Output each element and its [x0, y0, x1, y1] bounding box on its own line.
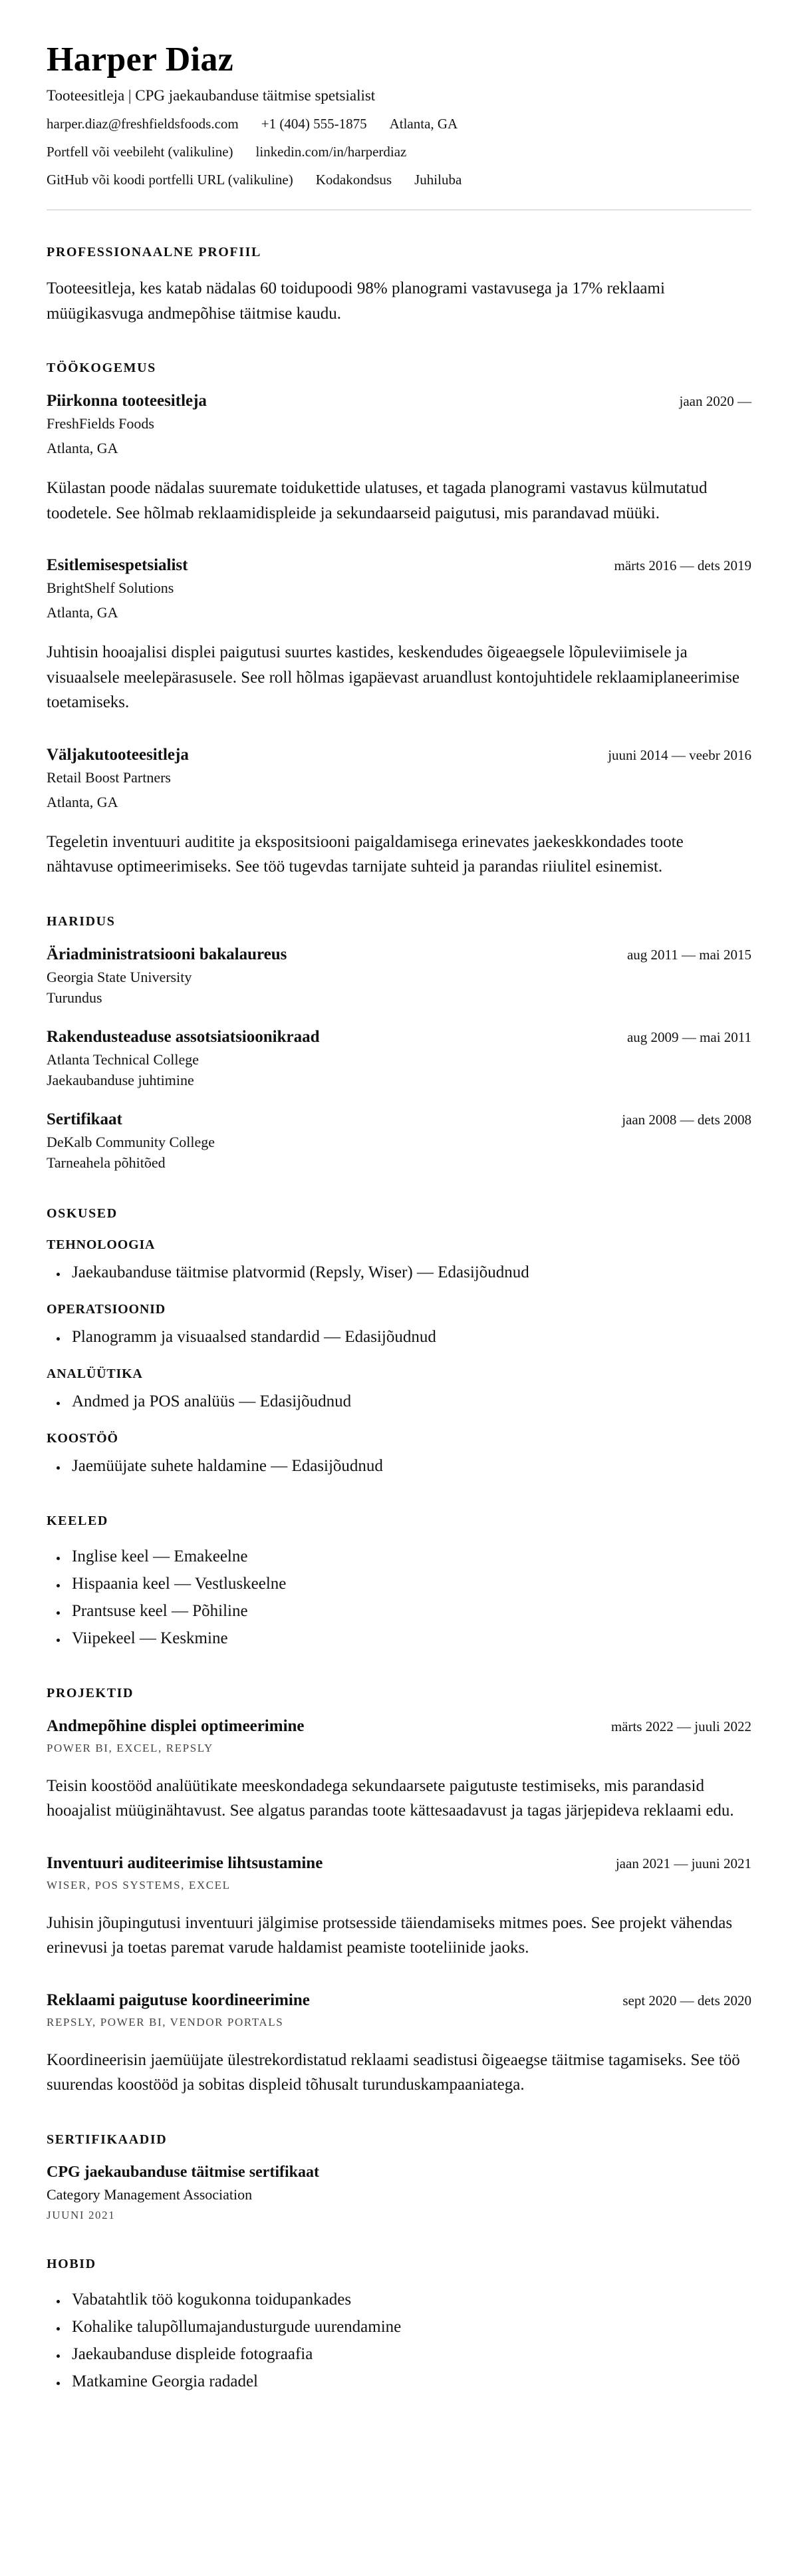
skill-group-title: KOOSTÖÖ	[47, 1431, 118, 1446]
certification-issuer: Category Management Association	[47, 2185, 253, 2203]
certification-name: CPG jaekaubanduse täitmise sertifikaat	[47, 2163, 319, 2181]
education-entry-head	[47, 1028, 751, 1046]
education-entry	[47, 1028, 751, 1089]
degree-title: Äriadministratsiooni bakalaureus	[47, 945, 287, 963]
field-of-study: Jaekaubanduse juhtimine	[47, 1071, 194, 1088]
project-description: Teisin koostööd analüütikate meeskondadega sekundaarsete paigutuste testimiseks, mis parandasid hooajalist müüginähtavust. See algatus parandas toote kättesaadavust ja tagas järjepideva reklaami edu.	[47, 1776, 734, 1820]
headline: Tooteesitleja | CPG jaekaubanduse täitmise spetsialist	[47, 87, 376, 104]
profile-text: Tooteesitleja, kes katab nädalas 60 toidupoodi 98% planogrami vastavusega ja 17% reklaami müügikasvuga andmepõhise täitmise kaudu.	[47, 279, 665, 323]
education-dates: jaan 2008 — dets 2008	[622, 1111, 751, 1128]
section-hobbies	[47, 2257, 751, 2394]
location-text: Atlanta, GA	[389, 116, 458, 132]
hobby-item: • Kohalike talupõllumajandusturgude uurendamine	[68, 2315, 751, 2339]
projects-heading: PROJEKTID	[47, 1685, 134, 1700]
section-certifications	[47, 2132, 751, 2222]
language-item: • Viipekeel — Keskmine	[68, 1627, 751, 1651]
job-title: Väljakutooteesitleja	[47, 745, 189, 764]
project-title: Andmepõhine displei optimeerimine	[47, 1716, 305, 1735]
section-profile	[47, 245, 751, 326]
skills-heading: OSKUSED	[47, 1206, 118, 1221]
education-heading: HARIDUS	[47, 913, 116, 929]
job-dates: jaan 2020 —	[679, 393, 751, 409]
education-entry-head	[47, 1110, 751, 1129]
skill-group	[47, 1367, 751, 1414]
certifications-heading: SERTIFIKAADID	[47, 2132, 168, 2147]
education-entry-head	[47, 945, 751, 964]
project-dates: sept 2020 — dets 2020	[622, 1992, 751, 2009]
project-title: Reklaami paigutuse koordineerimine	[47, 1991, 310, 2009]
language-item: • Prantsuse keel — Põhiline	[68, 1599, 751, 1623]
degree-title: Sertifikaat	[47, 1110, 122, 1128]
degree-title: Rakendusteaduse assotsiatsioonikraad	[47, 1027, 320, 1046]
language-item: • Hispaania keel — Vestluskeelne	[68, 1572, 751, 1596]
project-dates: märts 2022 — juuli 2022	[610, 1718, 751, 1734]
project-tools: POWER BI, EXCEL, REPSLY	[47, 1741, 213, 1754]
project-description: Juhisin jõupingutusi inventuuri jälgimise protsesside täiendamiseks mitmes poes. See projekt vähendas erinevusi ja toetas paremat varude haldamist peamiste tooteliinide jaoks.	[47, 1913, 733, 1957]
skill-group-title: ANALÜÜTIKA	[47, 1367, 143, 1381]
project-description: Koordineerisin jaemüüjate ülestrekordistatud reklaami seadistusi õigeaegse täitmise tagamiseks. See töö suurendas koostööd ja sobitas displeid tõhusalt turunduskampaaniatega.	[47, 2050, 740, 2094]
profile-heading: PROFESSIONAALNE PROFIIL	[47, 245, 261, 259]
skill-group-title: OPERATSIOONID	[47, 1301, 166, 1317]
skill-list	[47, 1261, 751, 1285]
section-projects	[47, 1686, 751, 2098]
skill-item: • Andmed ja POS analüüs — Edasijõudnud	[68, 1390, 751, 1414]
section-education	[47, 914, 751, 1172]
project-tools: REPSLY, POWER BI, VENDOR PORTALS	[47, 2015, 284, 2028]
job-entry-head	[47, 392, 751, 410]
job-location: Atlanta, GA	[47, 604, 118, 621]
resume-header	[47, 40, 751, 188]
school-name: DeKalb Community College	[47, 1133, 215, 1150]
certification-entry	[47, 2164, 751, 2222]
job-company: FreshFields Foods	[47, 415, 154, 432]
contact-row-3	[47, 172, 751, 188]
contact-row-2	[47, 144, 751, 160]
driving-license-text: Juhiluba	[414, 172, 462, 188]
job-location: Atlanta, GA	[47, 440, 118, 456]
field-of-study: Turundus	[47, 989, 102, 1006]
person-name: Harper Diaz	[47, 41, 234, 79]
project-tools: WISER, POS SYSTEMS, EXCEL	[47, 1878, 231, 1891]
language-list	[47, 1545, 751, 1651]
education-entry	[47, 945, 751, 1007]
hobby-list	[47, 2288, 751, 2394]
section-languages	[47, 1514, 751, 1651]
contact-row-1	[47, 116, 751, 132]
job-company: Retail Boost Partners	[47, 768, 171, 786]
job-title: Esitlemisespetsialist	[47, 556, 188, 574]
job-company: BrightShelf Solutions	[47, 579, 174, 596]
job-description: Külastan poode nädalas suuremate toidukettide ulatuses, et tagada planogrami vastavus külmutatud toodetele. See hõlmab reklaamidispleide ja sekundaarseid paigutusi, mis parandavad müüki.	[47, 479, 708, 522]
project-entry	[47, 1854, 751, 1961]
job-dates: juuni 2014 — veebr 2016	[608, 746, 751, 763]
language-item: • Inglise keel — Emakeelne	[68, 1545, 751, 1569]
linkedin-text: linkedin.com/in/harperdiaz	[255, 144, 407, 160]
section-experience	[47, 361, 751, 880]
job-entry	[47, 746, 751, 880]
job-description: Tegeletin inventuuri auditite ja ekspositsiooni paigaldamisega erinevates jaekeskkondades toote nähtavuse optimeerimiseks. See töö tugevdas tarnijate suhteid ja parandas riiulitel esinemist.	[47, 832, 684, 876]
phone-text: +1 (404) 555-1875	[261, 116, 367, 132]
job-entry	[47, 556, 751, 715]
job-dates: märts 2016 — dets 2019	[614, 558, 751, 573]
education-entry	[47, 1110, 751, 1172]
section-skills	[47, 1206, 751, 1479]
languages-heading: KEELED	[47, 1513, 108, 1528]
hobbies-heading: HOBID	[47, 2256, 96, 2271]
citizenship-text: Kodakondsus	[315, 172, 392, 188]
skill-group	[47, 1431, 751, 1478]
skill-group	[47, 1302, 751, 1349]
project-entry	[47, 1991, 751, 2098]
skill-item: • Planogramm ja visuaalsed standardid — Edasijõudnud	[68, 1325, 751, 1349]
education-dates: aug 2009 — mai 2011	[626, 1029, 751, 1045]
project-entry-head	[47, 1991, 751, 2010]
project-entry	[47, 1717, 751, 1824]
project-title: Inventuuri auditeerimise lihtsustamine	[47, 1853, 323, 1872]
job-entry-head	[47, 746, 751, 764]
hobby-item: • Vabatahtlik töö kogukonna toidupankades	[68, 2288, 751, 2312]
email-text: harper.diaz@freshfieldsfoods.com	[47, 116, 239, 132]
school-name: Georgia State University	[47, 968, 192, 985]
website-text: Portfell või veebileht (valikuline)	[47, 144, 233, 160]
skill-group-title: TEHNOLOOGIA	[47, 1237, 156, 1252]
school-name: Atlanta Technical College	[47, 1050, 199, 1068]
certification-date: JUUNI 2021	[47, 2208, 116, 2221]
skill-item: • Jaekaubanduse täitmise platvormid (Repsly, Wiser) — Edasijõudnud	[68, 1261, 751, 1285]
hobby-item: • Matkamine Georgia radadel	[68, 2370, 751, 2394]
education-dates: aug 2011 — mai 2015	[626, 946, 751, 963]
github-text: GitHub või koodi portfelli URL (valikuline)	[47, 172, 293, 188]
job-entry-head	[47, 556, 751, 575]
project-entry-head	[47, 1854, 751, 1873]
job-description: Juhtisin hooajalisi displei paigutusi suurtes kastides, keskendudes õigeaegsele lõpuleviimisele ja visuaalsele meelepärasusele. See roll hõlmas igapäevast aruandlust kontojuhtidele reklaamiplaneerimise toetamiseks.	[47, 643, 739, 711]
skill-list	[47, 1390, 751, 1414]
field-of-study: Tarneahela põhitõed	[47, 1154, 166, 1171]
project-dates: jaan 2021 — juuni 2021	[615, 1855, 751, 1871]
skill-list	[47, 1454, 751, 1478]
job-title: Piirkonna tooteesitleja	[47, 392, 207, 410]
skill-group	[47, 1237, 751, 1285]
project-entry-head	[47, 1717, 751, 1736]
job-entry	[47, 392, 751, 526]
job-location: Atlanta, GA	[47, 793, 118, 810]
experience-heading: TÖÖKOGEMUS	[47, 361, 156, 375]
skill-list	[47, 1325, 751, 1349]
hobby-item: • Jaekaubanduse displeide fotograafia	[68, 2342, 751, 2366]
skill-item: • Jaemüüjate suhete haldamine — Edasijõudnud	[68, 1454, 751, 1478]
